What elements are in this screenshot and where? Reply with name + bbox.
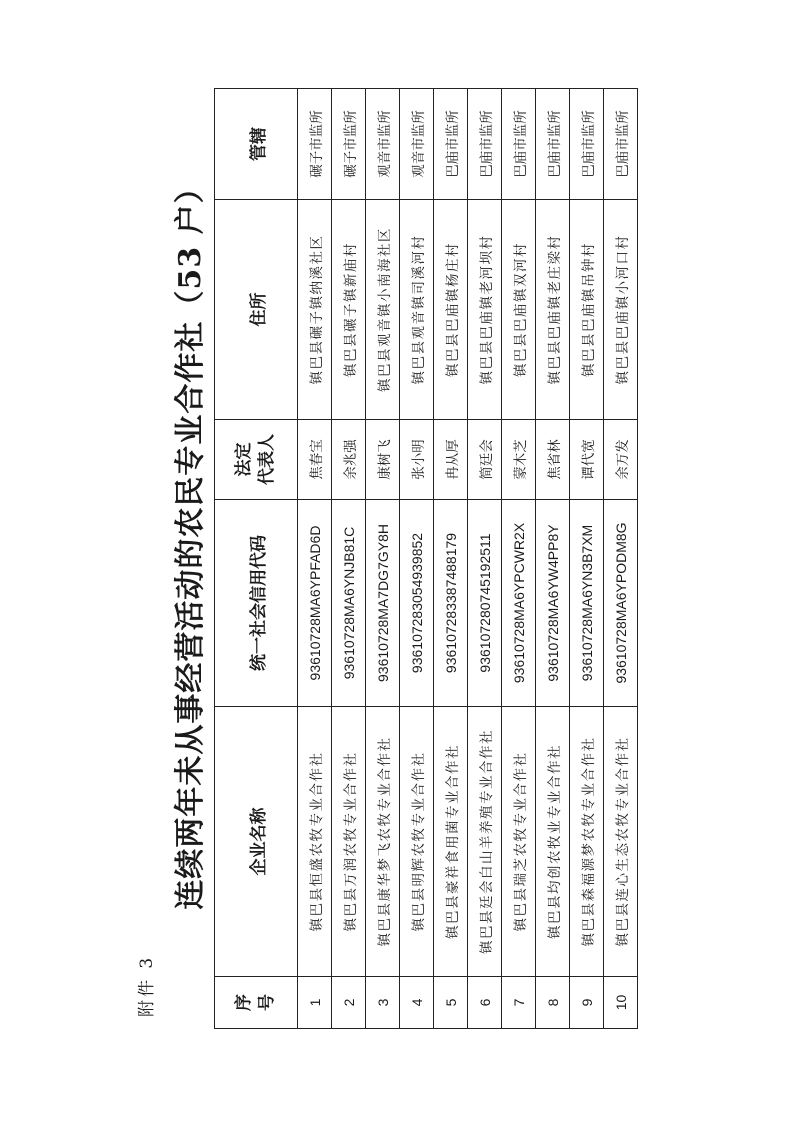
cell-legal-representative: 张小明 — [400, 420, 434, 500]
cell-address: 镇巴县碾子镇新庙村 — [332, 200, 366, 420]
table-row — [332, 89, 366, 1029]
cell-enterprise-name: 镇巴县恒盛农牧专业合作社 — [298, 707, 332, 977]
cell-address: 镇巴县观音镇司溪河村 — [400, 200, 434, 420]
cell-address: 镇巴县巴庙镇老庄梁村 — [536, 200, 570, 420]
cell-jurisdiction: 巴庙市监所 — [604, 89, 638, 200]
header-seq — [215, 977, 298, 1029]
table-header-row — [215, 89, 298, 1029]
header-rep-line2: 代表人 — [257, 434, 277, 485]
table-row — [298, 89, 332, 1029]
cell-jurisdiction: 巴庙市监所 — [468, 89, 502, 200]
cell-jurisdiction: 巴庙市监所 — [536, 89, 570, 200]
cell-jurisdiction: 碾子市监所 — [332, 89, 366, 200]
cell-address: 镇巴县巴庙镇老河坝村 — [468, 200, 502, 420]
table-row — [502, 89, 536, 1029]
cell-credit-code: 93610728MA6YW4PP8Y — [536, 500, 570, 707]
page-title: 连续两年未从事经营活动的农民专业合作社（53 户） — [173, 172, 208, 910]
cell-credit-code: 936107283054939852 — [400, 500, 434, 707]
cell-legal-representative: 蒙木芝 — [502, 420, 536, 500]
cell-enterprise-name: 镇巴县森福源梦农牧专业合作社 — [570, 707, 604, 977]
cell-credit-code: 93610728MA6YPODM8G — [604, 500, 638, 707]
header-rep-line1: 法定 — [234, 442, 255, 477]
table-row — [434, 89, 468, 1029]
cell-legal-representative: 焦春宝 — [298, 420, 332, 500]
cell-legal-representative: 余万发 — [604, 420, 638, 500]
cell-enterprise-name: 镇巴县连心生态农牧专业合作社 — [604, 707, 638, 977]
header-name: 企业名称 — [215, 707, 298, 977]
header-jurisdiction: 管辖 — [215, 89, 298, 200]
table-row — [570, 89, 604, 1029]
cell-seq: 4 — [400, 977, 434, 1029]
cell-legal-representative: 康树飞 — [366, 420, 400, 500]
cell-credit-code: 936107283387488179 — [434, 500, 468, 707]
cell-credit-code: 93610728MA6YNJB81C — [332, 500, 366, 707]
cell-address: 镇巴县观音镇小南海社区 — [366, 200, 400, 420]
cell-jurisdiction: 巴庙市监所 — [434, 89, 468, 200]
cell-credit-code: 93610728MA6YN3B7XM — [570, 500, 604, 707]
cell-jurisdiction: 观音市监所 — [400, 89, 434, 200]
cell-seq: 9 — [570, 977, 604, 1029]
cell-seq: 6 — [468, 977, 502, 1029]
cell-address: 镇巴县巴庙镇双河村 — [502, 200, 536, 420]
header-seq-line2: 号 — [257, 994, 277, 1011]
cell-credit-code: 93610728MA6YPFAD6D — [298, 500, 332, 707]
cell-legal-representative: 简廷会 — [468, 420, 502, 500]
cell-address: 镇巴县巴庙镇杨庄村 — [434, 200, 468, 420]
cell-legal-representative: 余兆强 — [332, 420, 366, 500]
table-row — [604, 89, 638, 1029]
cell-address: 镇巴县巴庙镇小河口村 — [604, 200, 638, 420]
cell-address: 镇巴县碾子镇纳溪社区 — [298, 200, 332, 420]
cell-seq: 10 — [604, 977, 638, 1029]
table-row — [366, 89, 400, 1029]
header-credit-code: 统一社会信用代码 — [215, 500, 298, 707]
cell-jurisdiction: 碾子市监所 — [298, 89, 332, 200]
cell-seq: 2 — [332, 977, 366, 1029]
header-seq-line1: 序 — [234, 994, 255, 1011]
header-rep — [215, 420, 298, 500]
cell-legal-representative: 焦省林 — [536, 420, 570, 500]
attachment-label: 附件 3 — [137, 954, 157, 1017]
cell-enterprise-name: 镇巴县明辉农牧专业合作社 — [400, 707, 434, 977]
cell-legal-representative: 冉从厚 — [434, 420, 468, 500]
cell-enterprise-name: 镇巴县均创农牧业专业合作社 — [536, 707, 570, 977]
cell-jurisdiction: 巴庙市监所 — [502, 89, 536, 200]
table-row — [536, 89, 570, 1029]
cell-jurisdiction: 巴庙市监所 — [570, 89, 604, 200]
cell-enterprise-name: 镇巴县康华梦飞农牧专业合作社 — [366, 707, 400, 977]
header-address: 住所 — [215, 200, 298, 420]
cell-seq: 5 — [434, 977, 468, 1029]
cell-legal-representative: 谭代宽 — [570, 420, 604, 500]
cell-jurisdiction: 观音市监所 — [366, 89, 400, 200]
cooperatives-table — [214, 88, 638, 1029]
cell-enterprise-name: 镇巴县廷会白山羊养殖专业合作社 — [468, 707, 502, 977]
cell-seq: 3 — [366, 977, 400, 1029]
cell-credit-code: 93610728MA7DG7GY8H — [366, 500, 400, 707]
cell-enterprise-name: 镇巴县瑞芝农牧专业合作社 — [502, 707, 536, 977]
cell-enterprise-name: 镇巴县豪祥食用菌专业合作社 — [434, 707, 468, 977]
table-row — [400, 89, 434, 1029]
cell-address: 镇巴县巴庙镇吊钟村 — [570, 200, 604, 420]
cell-enterprise-name: 镇巴县万润农牧专业合作社 — [332, 707, 366, 977]
cell-credit-code: 93610728MA6YPCWR2X — [502, 500, 536, 707]
cell-seq: 8 — [536, 977, 570, 1029]
table-row — [468, 89, 502, 1029]
cell-credit-code: 936107280745192511 — [468, 500, 502, 707]
cell-seq: 7 — [502, 977, 536, 1029]
cell-seq: 1 — [298, 977, 332, 1029]
